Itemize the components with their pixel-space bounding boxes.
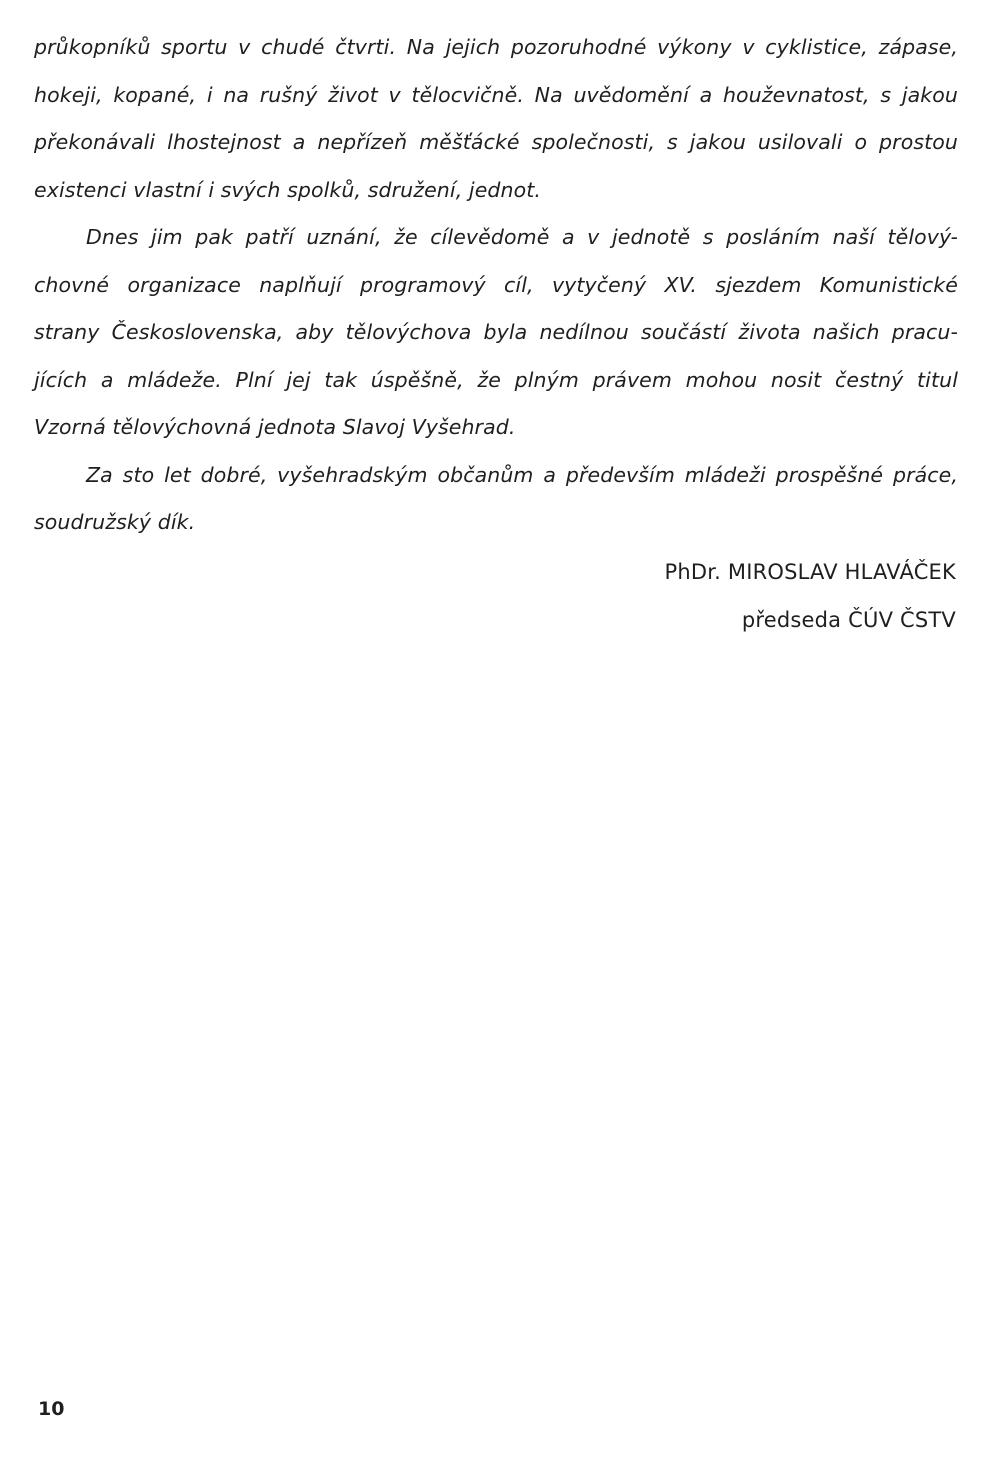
text-line: soudružský dík. — [34, 510, 196, 534]
text-line: Za sto let dobré, vyšehradským občanům a především mládeži prospěšné práce, — [86, 462, 958, 487]
text-line: překonávali lhostejnost a nepřízeň měšťácké společnosti, s jakou usilovali o prostou — [34, 130, 958, 154]
text-line: Vzorná tělovýchovná jednota Slavoj Vyšehrad. — [34, 415, 516, 439]
text-line: existenci vlastní i svých spolků, sdružení, jednot. — [34, 177, 542, 202]
text-line: hokeji, kopané, i na rušný život v tělocvičně. Na uvědomění a houževnatost, s jakou — [34, 82, 958, 107]
text-line: chovné organizace naplňují programový cíl, vytyčený XV. sjezdem Komunistické — [34, 272, 958, 297]
signature-block — [664, 548, 956, 644]
text-line: Dnes jim pak patří uznání, že cílevědomě a v jednotě s posláním naší tělový- — [86, 225, 958, 249]
text-line: strany Československa, aby tělovýchova byla nedílnou součástí života našich pracu- — [34, 320, 958, 344]
signature-title: předseda ČÚV ČSTV — [741, 608, 956, 632]
page-number: 10 — [38, 1398, 65, 1420]
signature-name: PhDr. MIROSLAV HLAVÁČEK — [664, 560, 956, 584]
body-text — [34, 24, 958, 547]
text-line: jících a mládeže. Plní jej tak úspěšně, že plným právem mohou nosit čestný titul — [34, 367, 958, 392]
text-line: průkopníků sportu v chudé čtvrti. Na jejich pozoruhodné výkony v cyklistice, zápase, — [34, 35, 958, 59]
